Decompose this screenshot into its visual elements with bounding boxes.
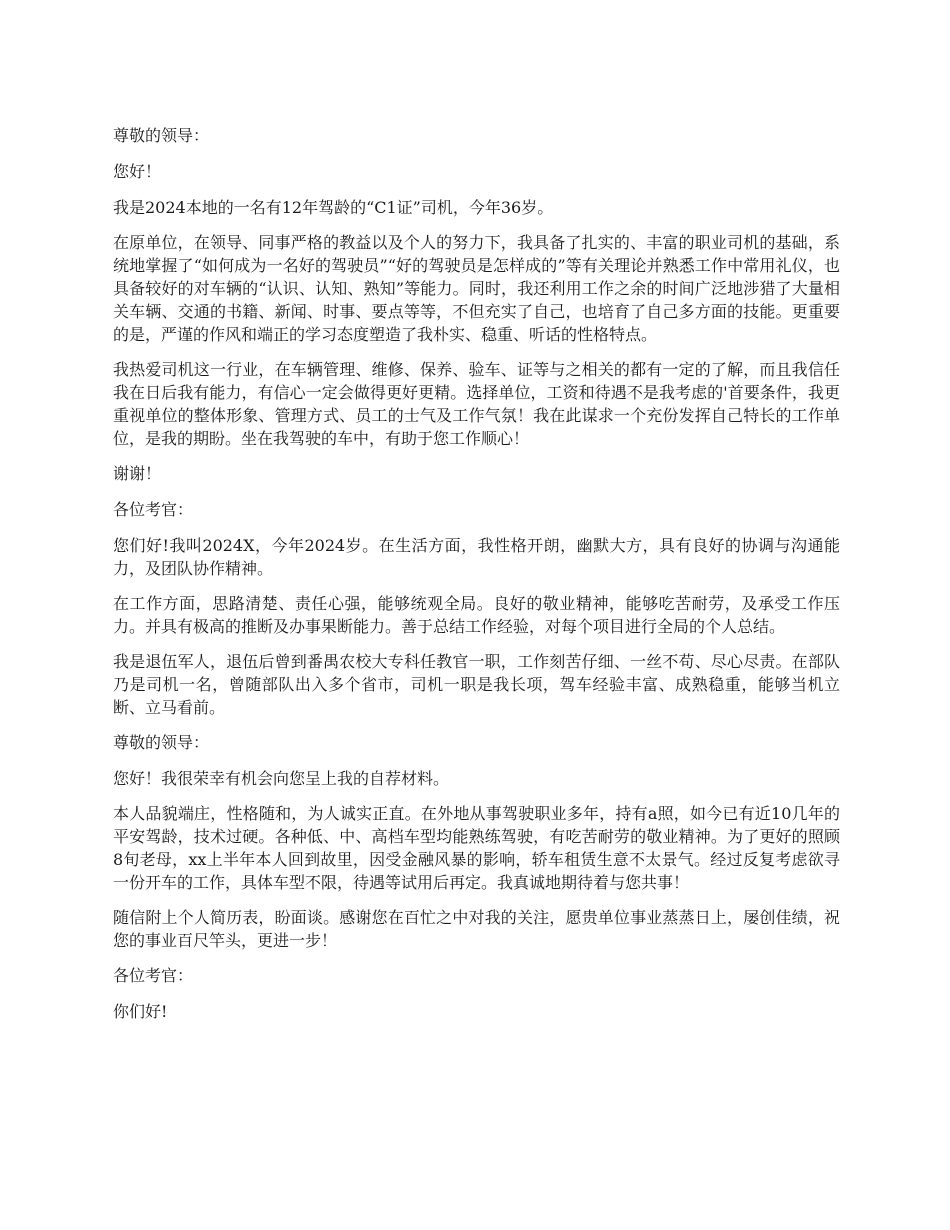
self-intro-paragraph: 您们好!我叫2024X，今年2024岁。在生活方面，我性格开朗，幽默大方，具有良好的协调与沟通能力，及团队协作精神。 [113,536,840,578]
document-body [113,124,840,1036]
salutation-leader: 尊敬的领导： [113,126,210,145]
salutation-leader-2: 尊敬的领导： [113,733,210,752]
salutation-examiners: 各位考官： [113,500,194,519]
personal-paragraph: 本人品貌端庄，性格随和，为人诚实正直。在外地从事驾驶职业多年，持有a照，如今已有近10几年的平安驾龄，技术过硬。各种低、中、高档车型均能熟练驾驶，有吃苦耐劳的敬业精神。为了更好的照顾8旬老母，xx上半年本人回到故里，因受金融风暴的影响，轿车租赁生意不太景气。经过反复考虑欲寻一份开车的工作，具体车型不限，待遇等试用后再定。我真诚地期待着与您共事！ [113,804,840,892]
work-paragraph: 在工作方面，思路清楚、责任心强，能够统观全局。良好的敬业精神，能够吃苦耐劳，及承受工作压力。并具有极高的推断及办事果断能力。善于总结工作经验，对每个项目进行全局的个人总结。 [113,594,840,636]
intro-paragraph: 我是2024本地的一名有12年驾龄的“C1证”司机，今年36岁。 [113,198,554,217]
passion-paragraph: 我热爱司机这一行业，在车辆管理、维修、保养、验车、证等与之相关的都有一定的了解，而且我信任我在日后我有能力，有信心一定会做得更好更精。选择单位，工资和待遇不是我考虑的'首要条件，我更重视单位的整体形象、管理方式、员工的士气及工作气氛！我在此谋求一个充份发挥自己特长的工作单位，是我的期盼。坐在我驾驶的车中，有助于您工作顺心！ [113,360,840,448]
closing-paragraph: 随信附上个人简历表，盼面谈。感谢您在百忙之中对我的关注，愿贵单位事业蒸蒸日上，屡创佳绩，祝您的事业百尺竿头，更进一步！ [113,908,840,950]
greeting-2: 您好！我很荣幸有机会向您呈上我的自荐材料。 [113,769,450,788]
thanks-line: 谢谢！ [113,464,162,483]
salutation-examiners-2: 各位考官： [113,966,194,985]
greeting-3: 你们好! [113,1002,168,1021]
veteran-paragraph: 我是退伍军人，退伍后曾到番禺农校大专科任教官一职，工作刻苦仔细、一丝不苟、尽心尽责。在部队乃是司机一名，曾随部队出入多个省市，司机一职是我长项，驾车经验丰富、成熟稳重，能够当机立断、立马看前。 [113,652,840,717]
experience-paragraph: 在原单位，在领导、同事严格的教益以及个人的努力下，我具备了扎实的、丰富的职业司机的基础，系统地掌握了“如何成为一名好的驾驶员”“好的驾驶员是怎样成的”等有关理论并熟悉工作中常用礼仪，也具备较好的对车辆的“认识、认知、熟知”等能力。同时，我还利用工作之余的时间广泛地涉猎了大量相关车辆、交通的书籍、新闻、时事、要点等等，不但充实了自己，也培育了自己多方面的技能。更重要的是，严谨的作风和端正的学习态度塑造了我朴实、稳重、听话的性格特点。 [113,233,840,344]
greeting: 您好！ [113,162,162,181]
